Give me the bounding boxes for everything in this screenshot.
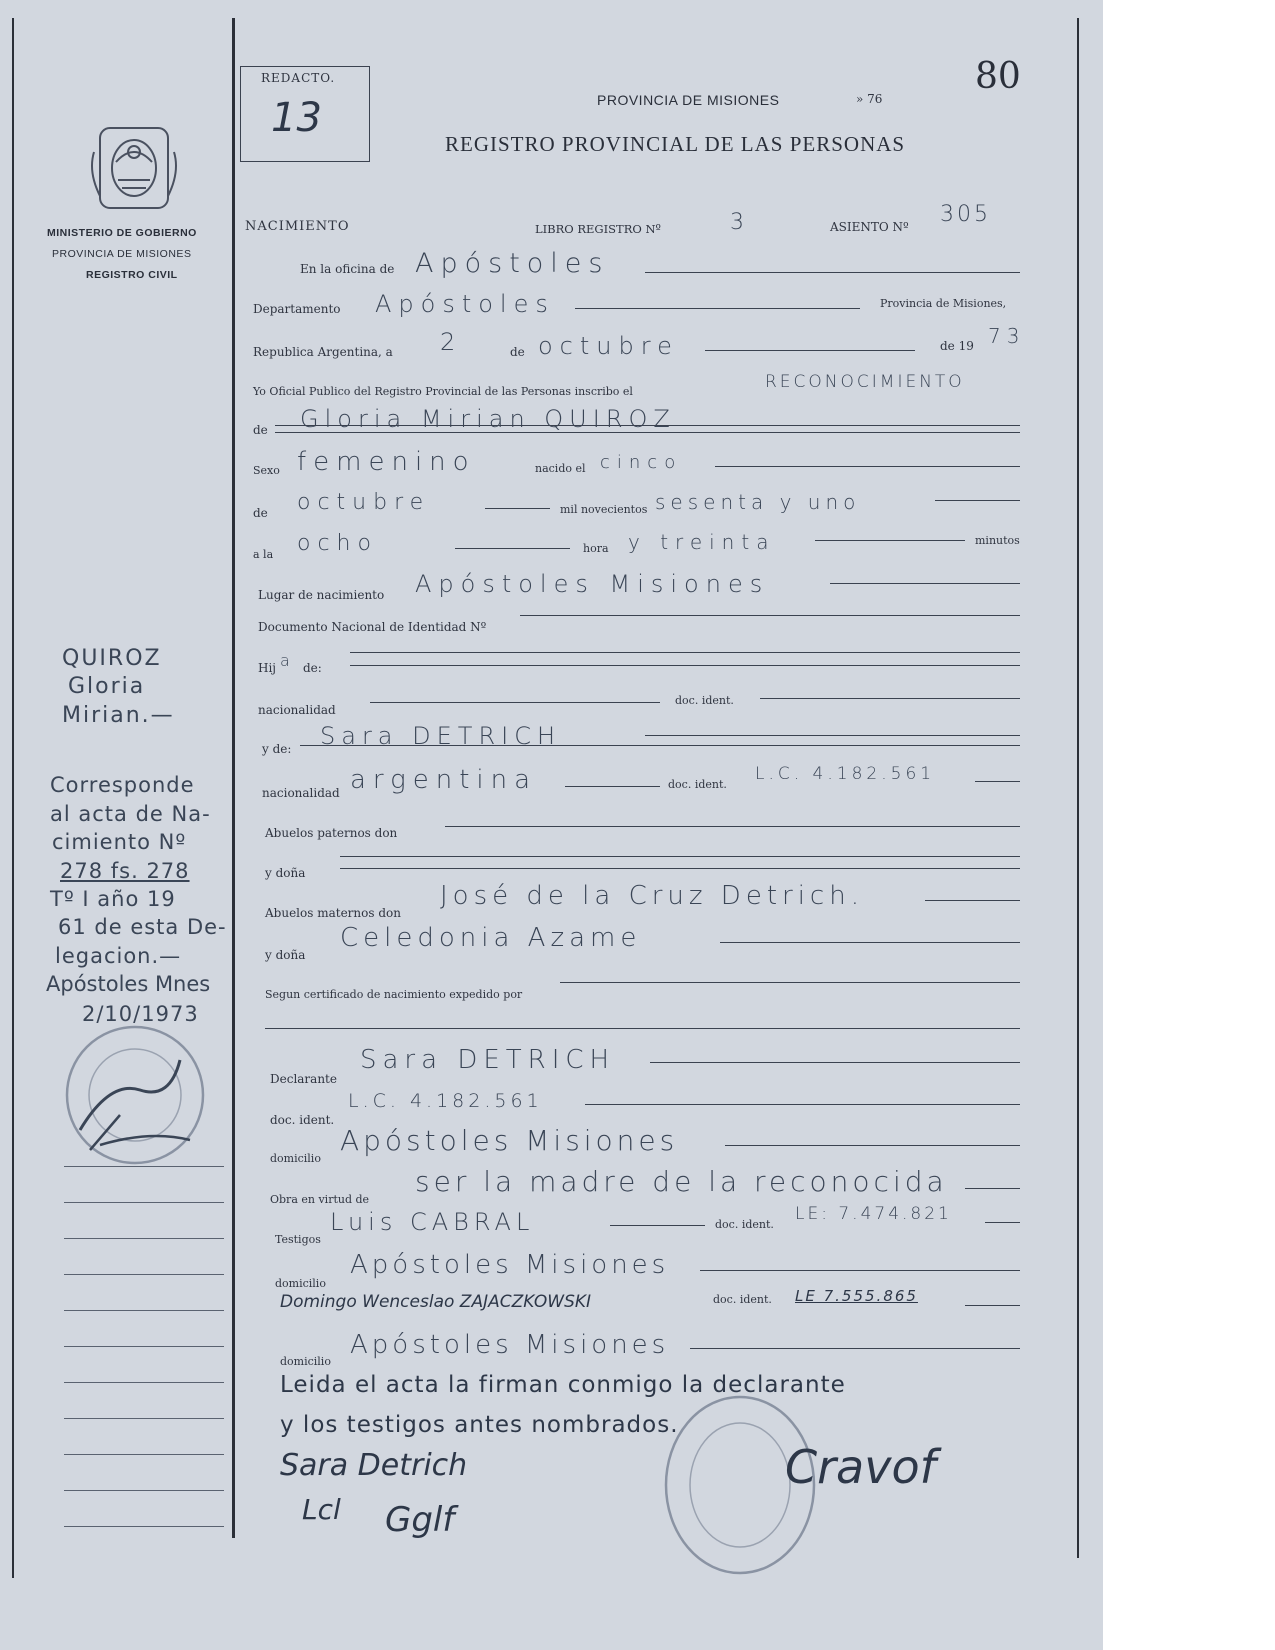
margin-line: 278 fs. 278 [60, 859, 190, 883]
domicilio1-value: Apóstoles Misiones [340, 1124, 679, 1157]
madre-label: y de: [262, 742, 292, 756]
provincia-label: Provincia de Misiones, [880, 297, 1007, 310]
oficial-text: Yo Oficial Publico del Registro Provincial de las Personas inscribo el [253, 385, 633, 398]
hijo-suffix: a [280, 651, 290, 670]
margin-line: cimiento Nº [52, 830, 187, 854]
doc-ident2-value: L.C. 4.182.561 [755, 764, 936, 784]
margin-divider [232, 18, 235, 1538]
declarante-label: Declarante [270, 1072, 337, 1086]
seal-line-2: PROVINCIA DE MISIONES [52, 248, 192, 260]
act-type: NACIMIENTO [245, 219, 350, 234]
closing-line-1: Leida el acta la firman conmigo la declarante [280, 1372, 846, 1398]
coat-of-arms-icon [86, 122, 182, 214]
nacionalidad2-label: nacionalidad [262, 786, 340, 800]
closing-line-2: y los testigos antes nombrados. [280, 1412, 679, 1438]
officer-signature: Cravof [785, 1440, 936, 1494]
margin-line: 61 de esta De- [58, 915, 227, 939]
domicilio3-value: Apóstoles Misiones [350, 1330, 670, 1360]
anio-label: de 19 [940, 339, 974, 353]
signature-declarante: Sara Detrich [280, 1448, 468, 1483]
obra-label: Obra en virtud de [270, 1193, 370, 1206]
margin-line: Corresponde [50, 773, 195, 797]
stamp-value: 13 [271, 95, 322, 141]
oficina-value: Apóstoles [415, 248, 610, 279]
minutos-value: y treinta [628, 530, 776, 554]
doc-testigo2-label: doc. ident. [713, 1293, 772, 1306]
province-header: PROVINCIA DE MISIONES [597, 92, 780, 108]
margin-line: 2/10/1973 [82, 1002, 199, 1026]
fecha-dia: 2 [440, 328, 463, 356]
nacido-dia: cinco [600, 452, 683, 473]
acto-value: RECONOCIMIENTO [765, 372, 965, 392]
margin-line: Mirian.— [62, 703, 175, 728]
redacto-stamp [240, 66, 370, 162]
asiento-value: 305 [940, 202, 991, 227]
declarante-value: Sara DETRICH [360, 1045, 616, 1075]
margin-line: QUIROZ [62, 646, 162, 671]
nacionalidad2-value: argentina [350, 765, 538, 795]
departamento-value: Apóstoles [375, 290, 555, 318]
minutos-label: minutos [975, 534, 1020, 547]
oficina-label: En la oficina de [300, 262, 395, 276]
republica-label: Republica Argentina, a [253, 345, 393, 359]
doc-declarante-label: doc. ident. [270, 1113, 335, 1127]
abuela-materna-label: y doña [265, 948, 306, 962]
libro-value: 3 [730, 210, 751, 235]
lugar-value: Apóstoles Misiones [415, 570, 770, 598]
departamento-label: Departamento [253, 302, 341, 316]
hora-value: ocho [297, 531, 378, 556]
signature-witness-2: Gglf [385, 1500, 455, 1540]
seal-line-3: REGISTRO CIVIL [86, 269, 178, 281]
testigos-label: Testigos [275, 1233, 321, 1246]
testigo1-value: Luis CABRAL [330, 1208, 535, 1236]
nacido-label: nacido el [535, 462, 586, 475]
margin-seal-icon [60, 1020, 210, 1170]
domicilio2-label: domicilio [275, 1277, 326, 1290]
testigo2-value: Domingo Wenceslao ZAJACZKOWSKI [280, 1292, 592, 1312]
nacido-mes: octubre [297, 490, 431, 515]
lugar-label: Lugar de nacimiento [258, 588, 385, 602]
doc-testigo1-label: doc. ident. [715, 1218, 774, 1231]
doc-ident2-label: doc. ident. [668, 778, 727, 791]
abuela-materna-value: Celedonia Azame [340, 923, 642, 953]
abuelo-materno-value: José de la Cruz Detrich. [440, 881, 864, 911]
margin-line: Apóstoles Mnes [46, 972, 211, 996]
abuelos-paternos-label: Abuelos paternos don [265, 826, 398, 840]
page-number: 80 [975, 56, 1021, 97]
left-border [12, 18, 14, 1578]
doc-declarante-value: L.C. 4.182.561 [348, 1090, 543, 1112]
nacido-anio: sesenta y uno [655, 490, 861, 514]
abuelos-maternos-label: Abuelos maternos don [265, 906, 401, 920]
domicilio2-value: Apóstoles Misiones [350, 1250, 670, 1280]
hijo-de-label: de: [303, 661, 322, 675]
right-border [1077, 18, 1079, 1558]
doc-testigo2-value: LE 7.555.865 [795, 1287, 918, 1305]
a-las-label: a la [253, 548, 274, 561]
sexo-value: femenino [297, 447, 476, 477]
margin-line: al acta de Na- [50, 802, 211, 826]
signature-witness-1: Lcl [302, 1493, 341, 1526]
de-nombre-label: de [253, 423, 268, 437]
de-mes-label: de [253, 506, 268, 520]
margin-line: Tº I año 19 [50, 887, 176, 911]
doc-testigo1-value: LE: 7.474.821 [795, 1204, 952, 1224]
hijo-label: Hij [258, 661, 277, 675]
certificado-label: Segun certificado de nacimiento expedido por [265, 988, 523, 1001]
stamp-label: REDACTO. [261, 71, 336, 85]
margin-line: Gloria [68, 674, 146, 699]
dni-label: Documento Nacional de Identidad Nº [258, 620, 487, 634]
obra-value: ser la madre de la reconocida [415, 1165, 948, 1198]
margin-line: legacion.— [55, 944, 182, 968]
de-label: de [510, 345, 525, 359]
seal-line-1: MINISTERIO DE GOBIERNO [47, 227, 197, 239]
anio-value: 73 [988, 324, 1026, 348]
hora-label: hora [583, 542, 609, 555]
nacionalidad1-label: nacionalidad [258, 703, 336, 717]
doc-ident1-label: doc. ident. [675, 694, 734, 707]
asiento-label: ASIENTO Nº [830, 220, 909, 234]
domicilio1-label: domicilio [270, 1152, 321, 1165]
registry-title: REGISTRO PROVINCIAL DE LAS PERSONAS [445, 132, 906, 156]
province-note: » 76 [856, 92, 883, 106]
nombre-value: Gloria Mirian QUIROZ [300, 405, 676, 433]
mil-label: mil novecientos [560, 503, 648, 516]
sexo-label: Sexo [253, 464, 280, 477]
domicilio3-label: domicilio [280, 1355, 331, 1368]
fecha-mes: octubre [538, 332, 679, 360]
madre-value: Sara DETRICH [320, 722, 562, 750]
libro-label: LIBRO REGISTRO Nº [535, 222, 661, 236]
abuela-paterna-label: y doña [265, 866, 306, 880]
